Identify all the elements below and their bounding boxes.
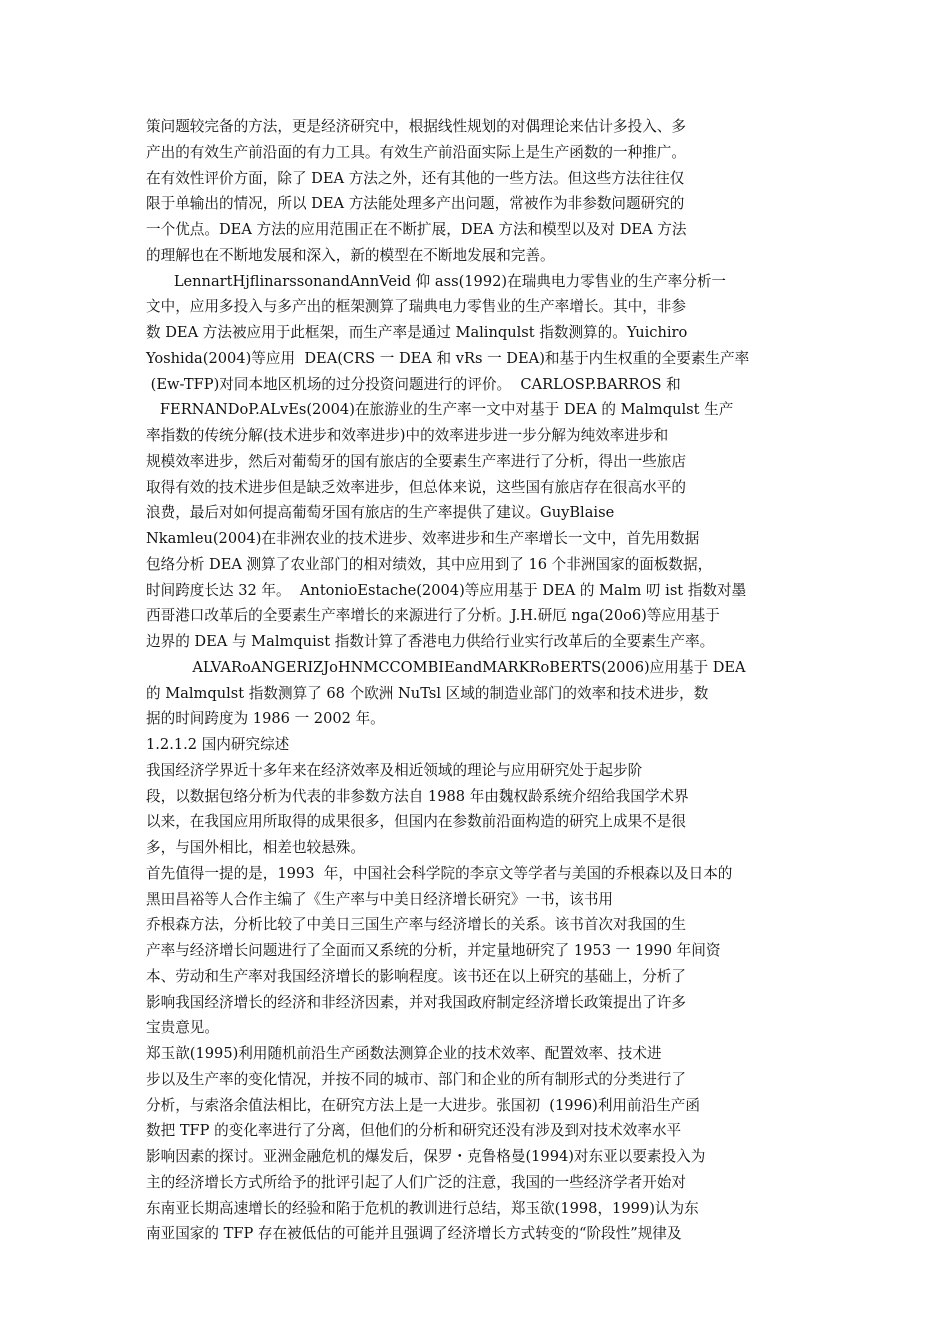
text-line: 南亚国家的 TFP 存在被低估的可能并且强调了经济增长方式转变的“阶段性”规律及 xyxy=(146,1225,682,1243)
text-line: 边界的 DEA 与 Malmquist 指数计算了香港电力供给行业实行改革后的全要素生产率。 xyxy=(146,633,715,650)
text-line: 郑玉歆(1995)利用随机前沿生产函数法测算企业的技术效率、配置效率、技术进 xyxy=(146,1045,662,1062)
text-line: 本、劳动和生产率对我国经济增长的影响程度。该书还在以上研究的基础上，分析了 xyxy=(146,967,686,985)
text-line: 我国经济学界近十多年来在经济效率及相近领域的理论与应用研究处于起步阶 xyxy=(146,761,643,779)
text-line: 产率与经济增长问题进行了全面而又系统的分析，并定量地研究了 1953 一 1990 年间资 xyxy=(146,942,721,959)
text-line: 的理解也在不断地发展和深入，新的模型在不断地发展和完善。 xyxy=(146,246,555,264)
text-line: 多，与国外相比，相差也较悬殊。 xyxy=(146,839,365,856)
text-line: 宝贵意见。 xyxy=(146,1019,219,1037)
text-line: 1.2.1.2 国内研究综述 xyxy=(146,736,290,753)
text-line: 策问题较完备的方法，更是经济研究中，根据线性规划的对偶理论来估计多投入、多 xyxy=(146,118,686,135)
text-line: 分析，与索洛余值法相比，在研究方法上是一大进步。张国初 (1996)利用前沿生产函 xyxy=(146,1096,700,1114)
text-line: 据的时间跨度为 1986 一 2002 年。 xyxy=(146,710,385,728)
text-line: 以来，在我国应用所取得的成果很多，但国内在参数前沿面构造的研究上成果不是很 xyxy=(146,813,686,831)
text-line: ALVARoANGERIZJoHNMCCOMBIEandMARKRoBERTS(2006)应用基于 DEA xyxy=(146,658,746,676)
text-line: 乔根森方法，分析比较了中美日三国生产率与经济增长的关系。该书首次对我国的生 xyxy=(146,916,686,934)
text-line: 黑田昌裕等人合作主编了《生产率与中美日经济增长研究》一书，该书用 xyxy=(146,890,614,908)
text-line: 段，以数据包络分析为代表的非参数方法自 1988 年由魏权龄系统介绍给我国学术界 xyxy=(146,787,689,805)
text-line: 数把 TFP 的变化率进行了分离，但他们的分析和研究还没有涉及到对技术效率水平 xyxy=(146,1122,682,1140)
text-line: 限于单输出的情况，所以 DEA 方法能处理多产出问题，常被作为非参数问题研究的 xyxy=(146,195,685,213)
text-line: 的 Malmqulst 指数测算了 68 个欧洲 NuTsl 区域的制造业部门的效率和技术进步，数 xyxy=(146,684,709,702)
text-line: 西哥港口改革后的全要素生产率增长的来源进行了分析。J.H.研厄 nga(20o6)等应用基于 xyxy=(146,607,720,625)
text-line: 包络分析 DEA 测算了农业部门的相对绩效，其中应用到了 16 个非洲国家的面板数据， xyxy=(146,555,713,573)
text-line: 取得有效的技术进步但是缺乏效率进步，但总体来说，这些国有旅店存在很高水平的 xyxy=(146,478,686,496)
text-line: 产出的有效生产前沿面的有力工具。有效生产前沿面实际上是生产函数的一种推广。 xyxy=(146,143,686,161)
text-line: 在有效性评价方面，除了 DEA 方法之外，还有其他的一些方法。但这些方法往往仅 xyxy=(146,169,685,187)
text-line: 规模效率进步，然后对葡萄牙的国有旅店的全要素生产率进行了分析，得出一些旅店 xyxy=(146,452,686,470)
text-line: 时间跨度长达 32 年。 AntonioEstache(2004)等应用基于 DEA 的 Malm 叨 ist 指数对墨 xyxy=(146,581,747,599)
text-line: 一个优点。DEA 方法的应用范围正在不断扩展，DEA 方法和模型以及对 DEA 方法 xyxy=(146,221,687,238)
text-line: 数 DEA 方法被应用于此框架，而生产率是通过 Malinqulst 指数测算的。Yuichiro xyxy=(146,324,688,341)
text-line: 步以及生产率的变化情况，并按不同的城市、部门和企业的所有制形式的分类进行了 xyxy=(146,1070,686,1088)
text-line: 影响因素的探讨。亚洲金融危机的爆发后，保罗・克鲁格曼(1994)对东亚以要素投入为 xyxy=(146,1148,706,1165)
text-line: Nkamleu(2004)在非洲农业的技术进步、效率进步和生产率增长一文中，首先用数据 xyxy=(146,530,700,547)
text-line: 文中，应用多投入与多产出的框架测算了瑞典电力零售业的生产率增长。其中，非参 xyxy=(146,298,686,316)
text-line: (Ew-TFP)对同本地区机场的过分投资问题进行的评价。 CARLOSP.BARROS 和 xyxy=(146,375,681,393)
text-line: 首先值得一提的是，1993 年，中国社会科学院的李京文等学者与美国的乔根森以及日本的 xyxy=(146,864,733,882)
text-line: 主的经济增长方式所给予的批评引起了人们广泛的注意，我国的一些经济学者开始对 xyxy=(146,1173,686,1191)
text-line: FERNANDoP.ALvEs(2004)在旅游业的生产率一文中对基于 DEA 的 Malmqulst 生产 xyxy=(146,401,734,419)
text-line: LennartHjflinarssonandAnnVeid 仰 ass(1992)在瑞典电力零售业的生产率分析一 xyxy=(146,272,727,290)
text-line: 影响我国经济增长的经济和非经济因素，并对我国政府制定经济增长政策提出了许多 xyxy=(146,993,686,1011)
text-line: 东南亚长期高速增长的经验和陷于危机的教训进行总结，郑玉欲(1998，1999)认为东 xyxy=(146,1199,699,1217)
text-line: 率指数的传统分解(技术进步和效率进步)中的效率进步进一步分解为纯效率进步和 xyxy=(146,427,669,444)
body-text xyxy=(146,114,826,1247)
text-line: 浪费，最后对如何提高葡萄牙国有旅店的生产率提供了建议。GuyBlaise xyxy=(146,504,615,522)
text-line: Yoshida(2004)等应用 DEA(CRS 一 DEA 和 vRs 一 DEA)和基于内生权重的全要素生产率 xyxy=(146,349,750,367)
